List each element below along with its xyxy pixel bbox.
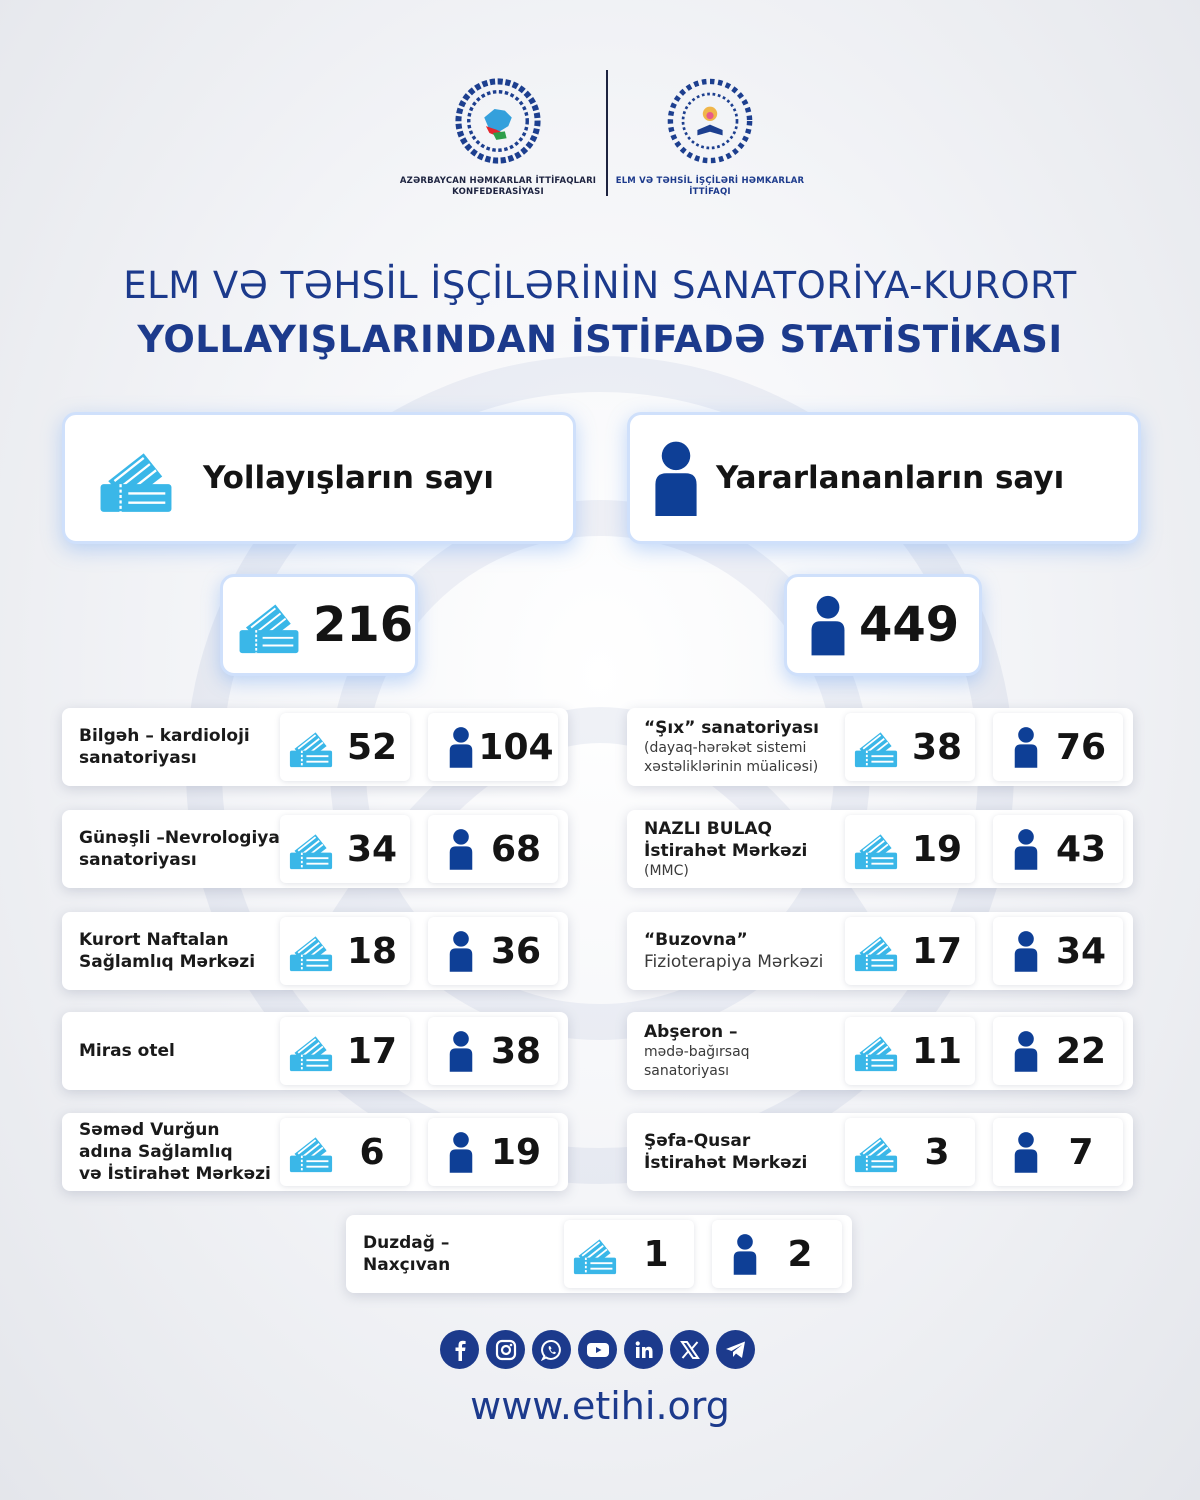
facility-name bbox=[644, 912, 844, 990]
person-icon bbox=[448, 724, 474, 770]
beneficiaries-total-box bbox=[784, 574, 982, 676]
beneficiary-count: 68 bbox=[490, 828, 542, 870]
page-title-line2: YOLLAYIŞLARINDAN İSTİFADƏ STATİSTİKASI bbox=[137, 318, 1063, 361]
facility-name-line: Sağlamlıq Mərkəzi bbox=[79, 952, 256, 972]
voucher-count: 17 bbox=[911, 930, 963, 972]
beneficiary-count-cell bbox=[428, 917, 558, 985]
facility-name-line: Günəşli –Nevrologiya bbox=[79, 828, 280, 848]
voucher-count: 52 bbox=[346, 726, 398, 768]
facility-name-line: Fizioterapiya Mərkəzi bbox=[644, 952, 824, 972]
union-logo bbox=[665, 76, 755, 166]
facility-name bbox=[79, 1012, 279, 1090]
ticket-icon bbox=[572, 1232, 618, 1276]
voucher-count-cell bbox=[845, 815, 975, 883]
beneficiary-count: 36 bbox=[490, 930, 542, 972]
facility-name-line: Kurort Naftalan bbox=[79, 930, 229, 950]
facility-row bbox=[627, 912, 1133, 990]
person-icon bbox=[1013, 826, 1039, 872]
voucher-count: 17 bbox=[346, 1030, 398, 1072]
beneficiary-count-cell bbox=[428, 713, 558, 781]
ticket-icon bbox=[288, 1029, 334, 1073]
voucher-count-cell bbox=[845, 917, 975, 985]
facility-row bbox=[62, 1113, 568, 1191]
facility-name-line: Şəfa-Qusar bbox=[644, 1131, 751, 1151]
ticket-icon bbox=[853, 827, 899, 871]
facility-name-line: İstirahət Mərkəzi bbox=[644, 840, 808, 861]
facility-row bbox=[62, 810, 568, 888]
ticket-icon bbox=[853, 725, 899, 769]
vouchers-header-label: Yollayışların sayı bbox=[203, 460, 494, 496]
beneficiary-count-cell bbox=[993, 1118, 1123, 1186]
voucher-count: 6 bbox=[359, 1131, 385, 1173]
confederation-caption bbox=[390, 176, 606, 198]
ticket-icon bbox=[853, 929, 899, 973]
beneficiary-count: 104 bbox=[478, 726, 554, 768]
ticket-icon bbox=[288, 725, 334, 769]
beneficiary-count-cell bbox=[712, 1220, 842, 1288]
facility-row bbox=[62, 708, 568, 786]
voucher-count-cell bbox=[280, 917, 410, 985]
beneficiary-count: 2 bbox=[787, 1233, 813, 1275]
voucher-count-cell bbox=[280, 1017, 410, 1085]
beneficiary-count: 76 bbox=[1055, 726, 1107, 768]
person-icon bbox=[1013, 1129, 1039, 1175]
beneficiary-count: 7 bbox=[1068, 1131, 1094, 1173]
confederation-logo bbox=[455, 78, 541, 164]
beneficiary-count-cell bbox=[993, 713, 1123, 781]
beneficiary-count-cell bbox=[993, 917, 1123, 985]
beneficiary-count-cell bbox=[428, 1118, 558, 1186]
vouchers-header-box bbox=[62, 412, 576, 544]
facility-name-line: Abşeron – bbox=[644, 1022, 738, 1042]
voucher-count-cell bbox=[280, 713, 410, 781]
facility-name-line: xəstəliklərinin müalicəsi) bbox=[644, 759, 819, 775]
facility-row bbox=[627, 1113, 1133, 1191]
x-icon[interactable] bbox=[670, 1330, 709, 1369]
ticket-icon bbox=[288, 1130, 334, 1174]
facebook-icon[interactable] bbox=[440, 1330, 479, 1369]
facility-name bbox=[79, 810, 279, 888]
person-icon bbox=[448, 928, 474, 974]
ticket-icon bbox=[288, 929, 334, 973]
voucher-count: 19 bbox=[911, 828, 963, 870]
facility-name-line: Bilgəh – kardioloji bbox=[79, 726, 250, 746]
facility-name-line: (MMC) bbox=[644, 862, 689, 879]
voucher-count: 38 bbox=[911, 726, 963, 768]
voucher-count-cell bbox=[845, 1017, 975, 1085]
voucher-count-cell bbox=[845, 713, 975, 781]
ticket-icon bbox=[288, 827, 334, 871]
facility-name-line: (dayaq-hərəkət sistemi bbox=[644, 740, 807, 756]
logo-divider bbox=[606, 70, 608, 196]
voucher-count: 18 bbox=[346, 930, 398, 972]
person-icon bbox=[732, 1231, 758, 1277]
facility-row bbox=[627, 810, 1133, 888]
voucher-count: 3 bbox=[924, 1131, 950, 1173]
facility-row bbox=[627, 1012, 1133, 1090]
facility-name-line: Naxçıvan bbox=[363, 1255, 451, 1275]
beneficiary-count: 38 bbox=[490, 1030, 542, 1072]
ticket-icon bbox=[97, 441, 175, 515]
beneficiaries-header-box bbox=[627, 412, 1141, 544]
voucher-count-cell bbox=[564, 1220, 694, 1288]
ticket-icon bbox=[853, 1130, 899, 1174]
linkedin-icon[interactable] bbox=[624, 1330, 663, 1369]
website-link[interactable]: www.etihi.org bbox=[470, 1384, 730, 1428]
facility-name bbox=[644, 810, 844, 888]
person-icon bbox=[448, 826, 474, 872]
voucher-count: 11 bbox=[911, 1030, 963, 1072]
facility-name bbox=[79, 708, 279, 786]
facility-name bbox=[644, 708, 844, 786]
facility-row bbox=[62, 912, 568, 990]
voucher-count: 1 bbox=[643, 1233, 669, 1275]
person-icon bbox=[1013, 1028, 1039, 1074]
voucher-count-cell bbox=[845, 1118, 975, 1186]
facility-row bbox=[346, 1215, 852, 1293]
beneficiary-count: 34 bbox=[1055, 930, 1107, 972]
facility-name bbox=[363, 1215, 563, 1293]
confederation-caption-line2: KONFEDERASİYASI bbox=[452, 187, 544, 197]
facility-name-line: Səməd Vurğun bbox=[79, 1120, 220, 1140]
facility-name-line: İstirahət Mərkəzi bbox=[644, 1153, 808, 1173]
youtube-icon[interactable] bbox=[578, 1330, 617, 1369]
confederation-caption-line1: AZƏRBAYCAN HƏMKARLAR İTTİFAQLARI bbox=[399, 176, 597, 186]
telegram-icon[interactable] bbox=[716, 1330, 755, 1369]
person-icon bbox=[1013, 724, 1039, 770]
beneficiary-count-cell bbox=[428, 1017, 558, 1085]
facility-name bbox=[79, 912, 279, 990]
facility-name-line: “Şıx” sanatoriyası bbox=[644, 718, 819, 738]
whatsapp-icon[interactable] bbox=[532, 1330, 571, 1369]
beneficiaries-total-value: 449 bbox=[859, 597, 960, 653]
facility-name-line: adına Sağlamlıq bbox=[79, 1142, 233, 1162]
ticket-icon bbox=[237, 594, 301, 656]
beneficiary-count: 19 bbox=[490, 1131, 542, 1173]
union-caption-line2: İTTİFAQI bbox=[689, 187, 731, 197]
person-icon bbox=[652, 440, 700, 516]
facility-name-line: sanatoriyası bbox=[79, 850, 197, 870]
person-icon bbox=[809, 593, 847, 657]
voucher-count: 34 bbox=[346, 828, 398, 870]
voucher-count-cell bbox=[280, 1118, 410, 1186]
beneficiary-count-cell bbox=[993, 1017, 1123, 1085]
facility-name-line: mədə-bağırsaq bbox=[644, 1044, 750, 1060]
facility-name bbox=[644, 1113, 844, 1191]
facility-name bbox=[79, 1113, 279, 1191]
facility-name bbox=[644, 1012, 844, 1090]
vouchers-total-box bbox=[220, 574, 418, 676]
beneficiary-count-cell bbox=[993, 815, 1123, 883]
person-icon bbox=[448, 1028, 474, 1074]
person-icon bbox=[1013, 928, 1039, 974]
facility-name-line: və İstirahət Mərkəzi bbox=[79, 1164, 271, 1184]
beneficiary-count: 43 bbox=[1055, 828, 1107, 870]
facility-name-line: Duzdağ – bbox=[363, 1233, 450, 1253]
ticket-icon bbox=[853, 1029, 899, 1073]
instagram-icon[interactable] bbox=[486, 1330, 525, 1369]
social-links bbox=[440, 1330, 760, 1370]
union-caption-line1: ELM VƏ TƏHSİL İŞÇİLƏRİ HƏMKARLAR bbox=[615, 176, 805, 186]
facility-row bbox=[627, 708, 1133, 786]
beneficiary-count-cell bbox=[428, 815, 558, 883]
vouchers-total-value: 216 bbox=[313, 597, 414, 653]
beneficiary-count: 22 bbox=[1055, 1030, 1107, 1072]
facility-row bbox=[62, 1012, 568, 1090]
facility-name-line: Miras otel bbox=[79, 1041, 175, 1061]
person-icon bbox=[448, 1129, 474, 1175]
facility-name-line: sanatoriyası bbox=[644, 1063, 730, 1079]
facility-name-line: “Buzovna” bbox=[644, 930, 748, 950]
page-title-line1: ELM VƏ TƏHSİL İŞÇİLƏRİNİN SANATORİYA-KURORT bbox=[123, 264, 1077, 307]
facility-name-line: sanatoriyası bbox=[79, 748, 197, 768]
union-caption bbox=[612, 176, 808, 198]
voucher-count-cell bbox=[280, 815, 410, 883]
beneficiaries-header-label: Yararlananların sayı bbox=[716, 460, 1065, 496]
facility-name-line: NAZLI BULAQ bbox=[644, 818, 772, 839]
